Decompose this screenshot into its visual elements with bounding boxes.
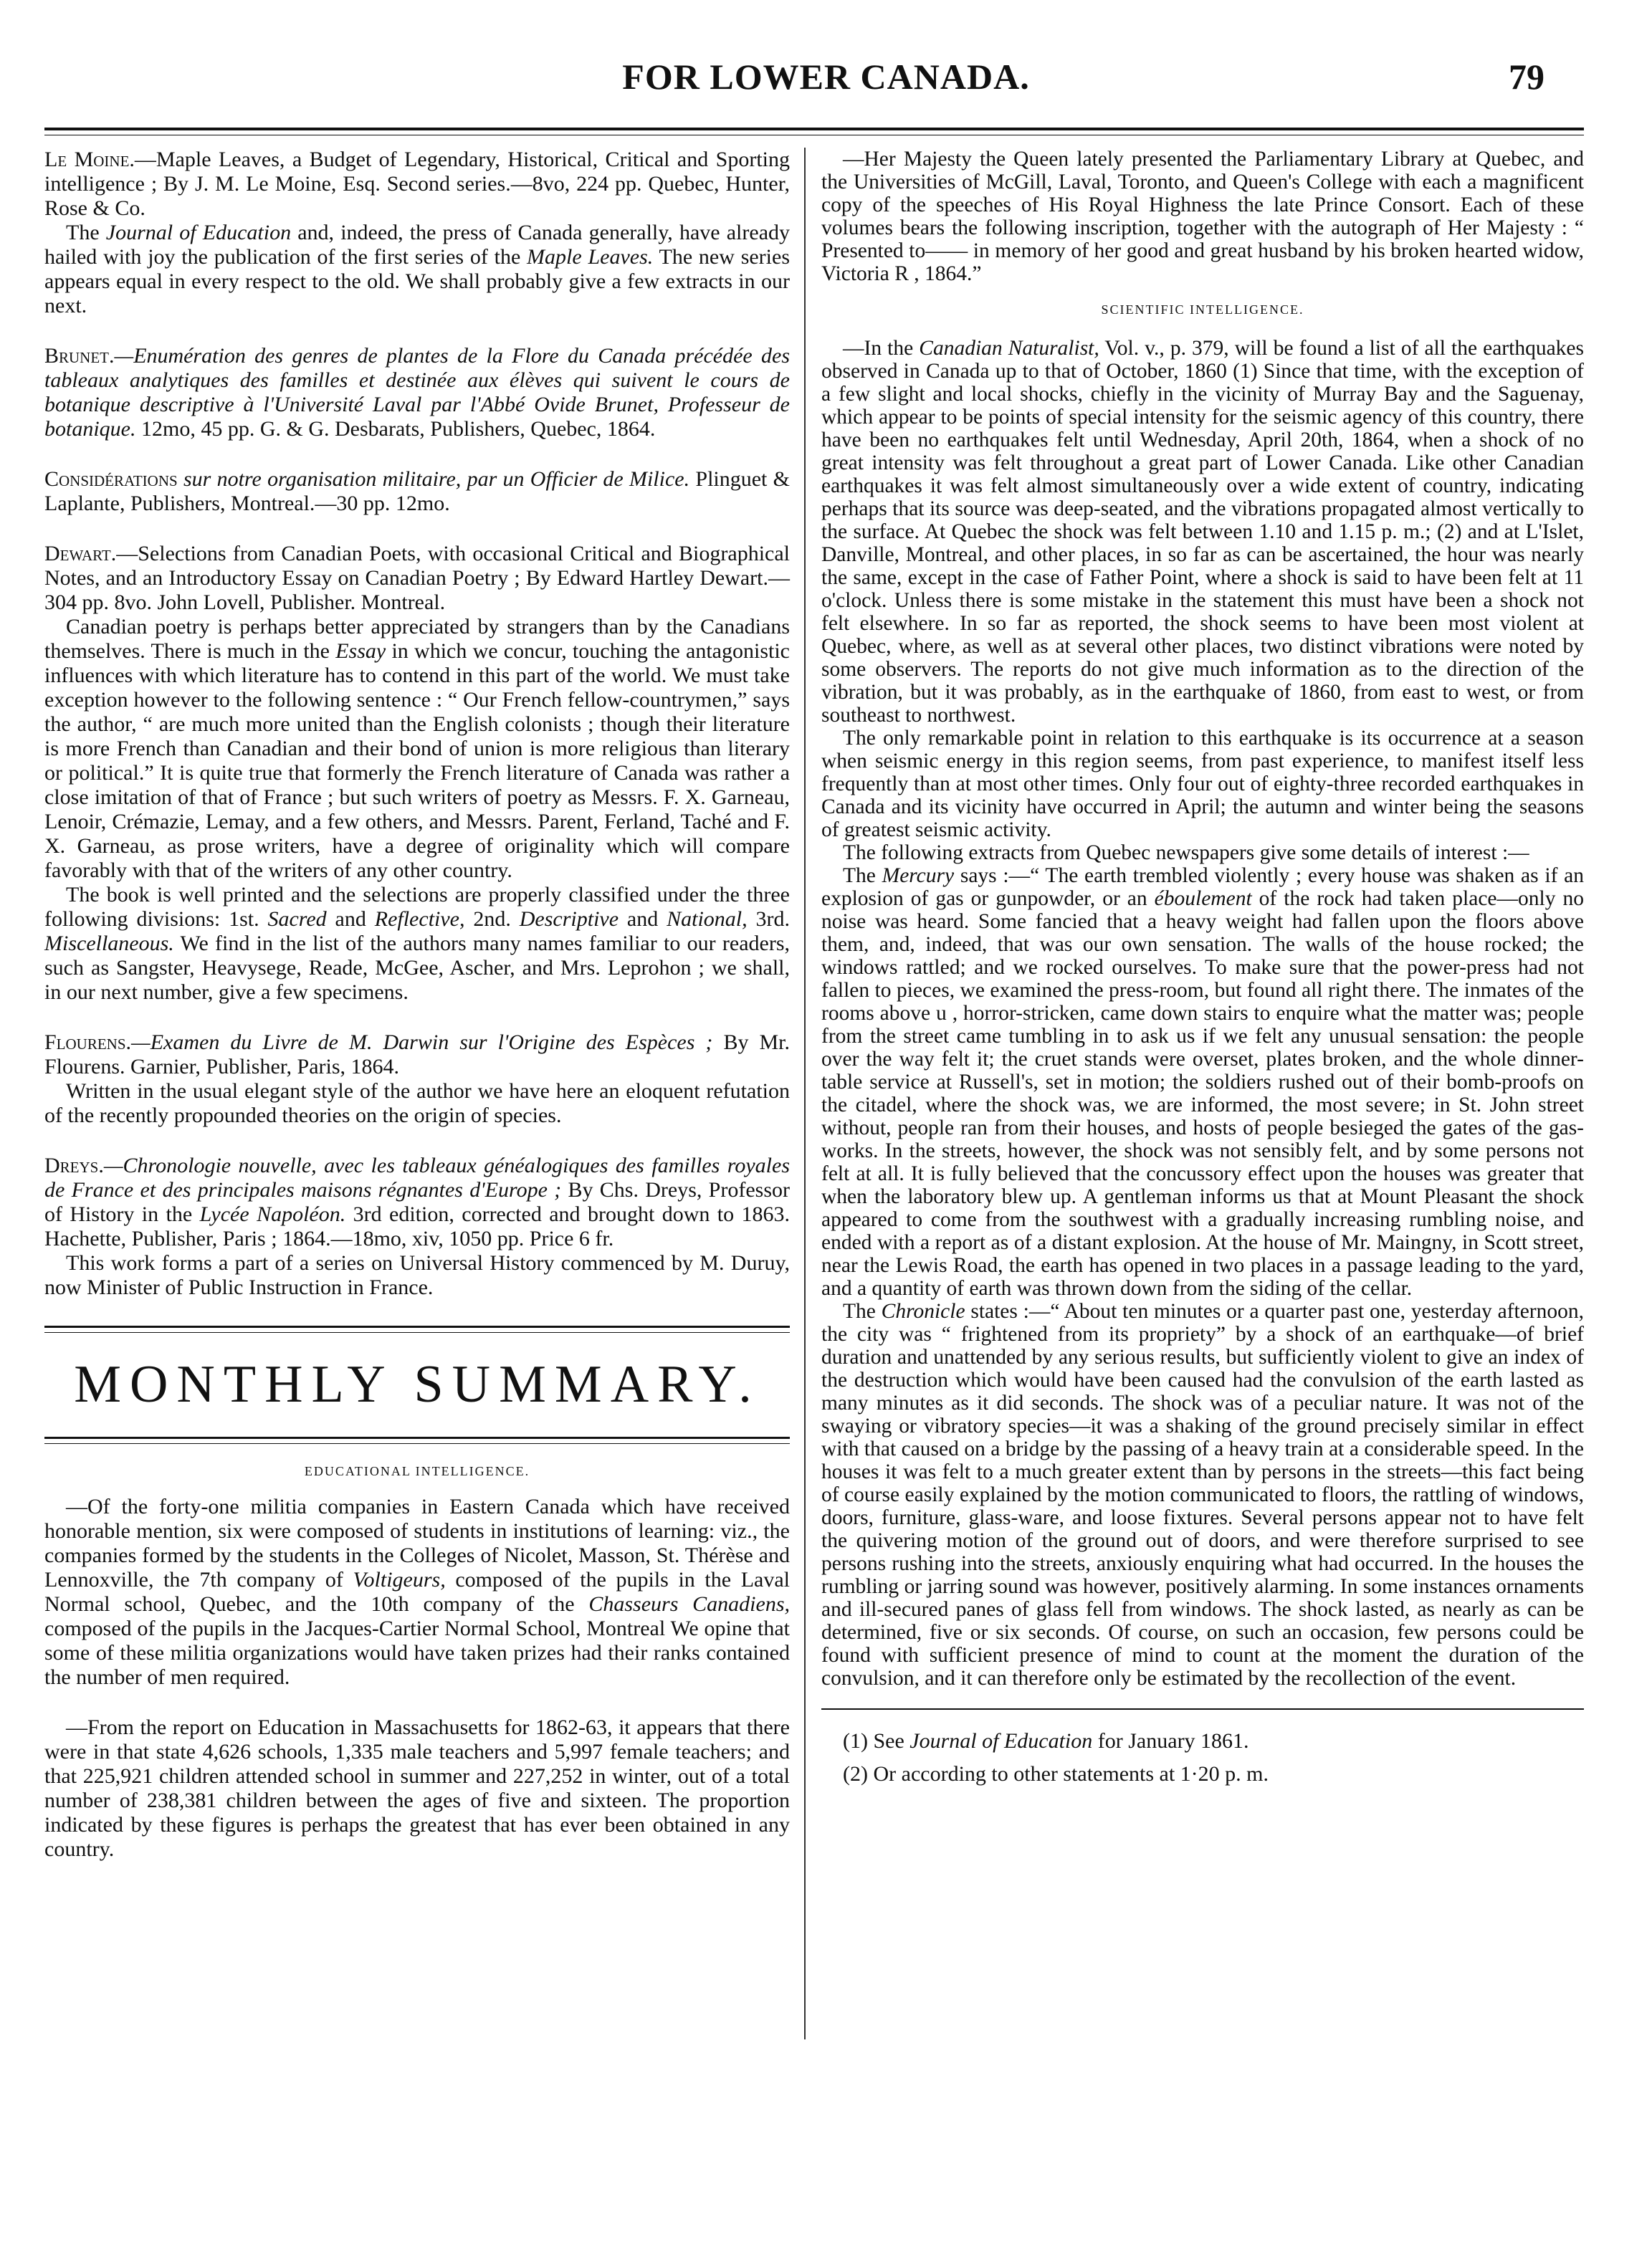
page-number: 79 — [1509, 57, 1544, 97]
entry-text: —In the — [843, 337, 920, 360]
entry-text: —Maple Leaves, a Budget of Legendary, Historical, Critical and Sporting intelligence ; By J. M. Le Moine, Esq. Second series.—8vo, 224 pp. Quebec, Hunter, Rose & Co. — [44, 148, 790, 220]
entry-text: By Mr. Flourens. Garnier, Publisher, Paris, 1864. — [44, 1030, 790, 1078]
subsection-heading: SCIENTIFIC INTELLIGENCE. — [1101, 302, 1304, 317]
column-divider — [804, 148, 806, 2039]
entry-text: composed of the pupils in the Laval Normal school, Quebec, and the 10th company of the — [44, 1568, 791, 1616]
italic-title: Voltigeurs, — [353, 1568, 446, 1592]
book-title: sur notre organisation militaire, par un Officier de Milice. — [177, 467, 690, 491]
entry-text: 12mo, 45 pp. G. & G. Desbarats, Publishers, Quebec, 1864. — [135, 417, 656, 441]
italic-title: Maple Leaves. — [527, 245, 654, 269]
entry-text: 3rd edition, corrected and brought down to 1863. Hachette, Publisher, Paris ; 1864.—18mo, xiv, 1050 pp. Price 6 fr. — [44, 1202, 791, 1250]
italic-title: Journal of Education — [909, 1729, 1093, 1753]
entry-text: The — [66, 221, 106, 244]
italic-title: National, — [667, 907, 748, 931]
entry-text: The following extracts from Quebec newspapers give some details of interest :— — [843, 841, 1529, 864]
entry-text: —From the report on Education in Massachusetts for 1862-63, it appears that there were in that state 4,626 schools, 1,335 male teachers and 5,997 female teachers; and that 225,921 children attended school in summer and 227,252 in winter, out of a total number of 238,381 children between the ages of five and sixteen. The proportion indicated by these figures is perhaps the greatest that has ever been obtained in any country. — [44, 1716, 790, 1861]
author-name: Le Moine. — [44, 148, 135, 171]
author-name: Dreys. — [44, 1154, 104, 1177]
entry-text: 2nd. — [464, 907, 520, 931]
book-title: —Chronologie nouvelle, avec les tableaux généalogiques des familles royales de France et des principales maisons régnantes d'Europe ; — [44, 1154, 790, 1202]
mercury-extract — [821, 864, 1584, 1300]
entry-text: —Of the forty-one militia companies in Eastern Canada which have received honorable mention, six were composed of students in institutions of learning: viz., the companies formed by the students in the Colleges of Nicolet, Masson, St. Thérèse and Lennoxville, the 7th company of — [44, 1495, 790, 1592]
section-rule — [44, 1443, 790, 1444]
italic-title: Journal of Education — [105, 221, 292, 244]
entry-text: (1) See — [843, 1729, 910, 1753]
author-name: Brunet. — [44, 344, 115, 368]
italic-title: Essay — [335, 639, 386, 663]
news-earthquake — [821, 337, 1584, 727]
page-header — [0, 56, 1652, 120]
review-lemoine — [44, 148, 790, 318]
entry-text: —Selections from Canadian Poets, with occasional Critical and Biographical Notes, and an Introductory Essay on Canadian Poetry ; By Edward Hartley Dewart.—304 pp. 8vo. John Lovell, Publisher. Montreal. — [44, 542, 790, 614]
header-rule-thick — [44, 128, 1584, 130]
news-militia — [44, 1495, 790, 1690]
italic-title: Chasseurs Canadiens, — [588, 1592, 790, 1616]
review-dreys — [44, 1154, 790, 1300]
right-column — [821, 148, 1584, 1789]
entry-text: The only remarkable point in relation to this earthquake is its occurrence at a season when seismic energy in this region seems, from past experience, to manifest itself less frequently than at most other times. Only four out of eighty-three recorded earthquakes in Canada and its vicinity have occurred in April; the autumn and winter being the seasons of greatest seismic activity. — [821, 727, 1584, 841]
entry-text: Canadian poetry is perhaps better appreciated by strangers than by the Canadians themselves. There is much in the — [44, 615, 790, 663]
entry-text: and, indeed, the press of Canada generally, have already hailed with joy the publication of the first series of the — [44, 221, 791, 269]
entry-text: Plinguet & Laplante, Publishers, Montreal.—30 pp. 12mo. — [44, 467, 790, 515]
section-rule — [44, 1437, 790, 1439]
italic-title: Sacred — [267, 907, 327, 931]
entry-text: in which we concur, touching the antagonistic influences with which literature has to contend in this part of the world. We must take exception however to the following sentence : “ Our French fellow-countrymen,” says the author, “ are much more united than the English colonists ; though their literature is more French than Canadian and their bond of union is more religious than literary or political.” It is quite true that formerly the French literature of Canada was rather a close imitation of that of France ; but such writers of poetry as Messrs. F. X. Garneau, Lenoir, Crémazie, Lemay, and a few others, and Messrs. Parent, Ferland, Taché and F. X. Garneau, as prose writers, have a degree of originality which will compare favorably with that of the writers of any other country. — [44, 639, 790, 882]
review-brunet — [44, 344, 790, 441]
author-name: Flourens. — [44, 1030, 132, 1054]
entry-text: composed of the pupils in the Jacques-Cartier Normal School, Montreal We opine that some of these militia organizations would have taken prizes had their ranks contained the number of men required. — [44, 1617, 790, 1689]
italic-title: éboulement — [1154, 887, 1252, 910]
section-title: MONTHLY SUMMARY. — [74, 1355, 760, 1414]
section-rule — [44, 1332, 790, 1333]
running-title: FOR LOWER CANADA. — [622, 57, 1030, 97]
entry-text: for January 1861. — [1092, 1729, 1249, 1753]
italic-title: Chronicle — [881, 1300, 965, 1323]
left-column — [44, 148, 790, 1887]
entry-text: We find in the list of the authors many names familiar to our readers, such as Sangster, Heavysege, Reade, McGee, Ascher, and Mrs. Leprohon ; we shall, in our next number, give a few specimens. — [44, 932, 790, 1004]
monthly-summary-block — [44, 1326, 790, 1444]
author-name: Considérations — [44, 467, 178, 491]
chronicle-extract — [821, 1300, 1584, 1690]
entry-text: By Chs. Dreys, Professor of History in the — [44, 1178, 790, 1226]
book-title: —Examen du Livre de M. Darwin sur l'Origine des Espèces ; — [131, 1030, 713, 1054]
entry-text: This work forms a part of a series on Universal History commenced by M. Duruy, now Minister of Public Instruction in France. — [44, 1251, 790, 1299]
entry-text: The — [843, 1300, 882, 1323]
earthquake-paragraph — [821, 727, 1584, 841]
italic-title: Reflective, — [374, 907, 465, 931]
italic-title: Miscellaneous. — [44, 932, 174, 955]
footnote-2: (2) Or according to other statements at 1·20 p. m. — [843, 1762, 1269, 1786]
entry-text: and — [619, 907, 667, 931]
book-title: —Enumération des genres de plantes de la Flore du Canada précédée des tableaux analytiques des familles et destinée aux élèves qui suivent le cours de botanique descriptive à l'Université Laval par l'Abbé Ovide Brunet, Professeur de botanique. — [44, 344, 790, 441]
entry-text: and — [326, 907, 375, 931]
review-dewart — [44, 542, 790, 1005]
footnote-1 — [843, 1727, 1584, 1756]
entry-text: states :—“ About ten minutes or a quarter past one, yesterday afternoon, the city was “ frightened from its propriety” by a shock of an earthquake—of brief duration and unattended by any serious results, but sufficiently violent to give an index of the destruction which would have been caused had the convulsion of the earth lasted as many minutes as it did seconds. The shock was of a peculiar nature. It was not of the swaying or vibratory species—it was a shaking of the ground precisely similar in effect with that caused on a bridge by the passing of a heavy train at a considerable speed. In the houses it was felt to a much greater extent than by persons in the streets—this fact being of course easily explained by the motion communicated to floors, the rattling of windows, doors, furniture, glass-ware, and loose fixtures. Several persons appear not to have felt the quivering motion of the ground out of doors, and were therefore surprised to see persons rushing into the streets, anxiously enquiring what had occurred. In the houses the rumbling or jarring sound was however, positively alarming. In some instances ornaments and ill-secured panes of glass fell from windows. The shock lasted, as nearly as can be determined, five or six seconds. Of course, on such an occasion, few persons could be found with sufficient presence of mind to count at the moment the duration of the convulsion, and it can therefore only be estimated by the recollection of the event. — [821, 1300, 1584, 1690]
news-massachusetts — [44, 1716, 790, 1862]
italic-title: Mercury — [882, 864, 955, 887]
entry-text: Vol. v., p. 379, will be found a list of all the earthquakes observed in Canada up to that of October, 1860 (1) Since that time, with the exception of a few slight and local shocks, chiefly in the vicinity of Murray Bay and the Saguenay, which appear to be points of special intensity for the seismic agency of this country, there have been no earthquakes felt until Wednesday, April 20th, 1864, when a shock of no great intensity was felt throughout a great part of Lower Canada. Like other Canadian earthquakes it was felt almost simultaneously over a wide extent of country, indicating perhaps that its source was deep-seated, and the vibrations propagated almost vertically to the surface. At Quebec the shock was felt between 1.10 and 1.15 p. m.; (2) and at L'Islet, Danville, Montreal, and other places, in so far as can be ascertained, the hour was nearly the same, except in the case of Father Point, where a shock is said to have been felt at 11 o'clock. Unless there is some mistake in the statement this must have been a shock not felt elsewhere. In so far as reported, the shock seems to have been most violent at Quebec, where, as well as at several other places, two distinct vibrations were noted by some observers. The reports do not give much information as to the direction of the vibration, but it was probably, as in the earthquake of 1860, from east to west, or from southeast to northwest. — [821, 337, 1584, 727]
italic-title: Descriptive — [519, 907, 619, 931]
review-considerations — [44, 467, 790, 516]
earthquake-paragraph — [821, 841, 1584, 864]
entry-text: The book is well printed and the selections are properly classified under the three following divisions: 1st. — [44, 883, 790, 931]
author-name: Dewart. — [44, 542, 117, 565]
entry-text: says :—“ The earth trembled violently ; every house was shaken as if an explosion of gas or gunpowder, or an — [821, 864, 1584, 910]
news-queen — [821, 148, 1584, 285]
entry-text: —Her Majesty the Queen lately presented the Parliamentary Library at Quebec, and the Universities of McGill, Laval, Toronto, and Queen's College with each a magnificent copy of the speeches of His Royal Highness the late Prince Consort. Each of these volumes bears the following inscription, together with the autograph of Her Majesty : “ Presented to—— in memory of her good and great husband by his broken hearted widow, Victoria R , 1864.” — [821, 148, 1584, 285]
review-flourens — [44, 1030, 790, 1128]
entry-text: 3rd. — [747, 907, 790, 931]
subsection-heading: EDUCATIONAL INTELLIGENCE. — [304, 1464, 530, 1478]
entry-text: The — [843, 864, 882, 887]
entry-text: Written in the usual elegant style of the author we have here an eloquent refutation of the recently propounded theories on the origin of species. — [44, 1079, 790, 1127]
section-rule — [44, 1326, 790, 1328]
italic-title: Lycée Napoléon. — [199, 1202, 346, 1226]
entry-text: The new series appears equal in every respect to the old. We shall probably give a few extracts in our next. — [44, 245, 790, 317]
footnotes — [821, 1708, 1584, 1789]
italic-title: Canadian Naturalist, — [919, 337, 1099, 360]
entry-text: of the rock had taken place—only no noise was heard. Some fancied that a heavy weight had fallen upon the floors above them, and, indeed, that was our own sensation. The walls of the house rocked; the windows rattled; and we rocked ourselves. To make sure that the power-press had not fallen to pieces, we examined the press-room, but found all right there. The inmates of the rooms above u , horror-stricken, came down stairs to enquire what the matter was; people from the street came tumbling in to ask us if we felt any unusual sensation: the people over the way felt it; the cruet stands were overset, plates broken, and the whole dinner-table service at Russell's, set in motion; the soldiers rushed out of their bomb-proofs on the citadel, where the shock was, we are informed, the most severe; in St. John street without, people ran from their houses, and hosts of people besieged the gates of the gas-works. In the streets, however, the shock was not sensibly felt, and by some persons not felt at all. It is fully believed that the concussory effect upon the houses was greater that when the laboratory blew up. A gentleman informs us that at Mount Pleasant the shock appeared to come from the southwest with a gradually increasing rumbling noise, and ended with a report as of a distant explosion. At the house of Mr. Maingny, in Scott street, near the Lewis Road, the earth has opened in two places in a passage leading to the yard, and a quantity of earth was thrown down from the siding of the cellar. — [821, 887, 1584, 1300]
